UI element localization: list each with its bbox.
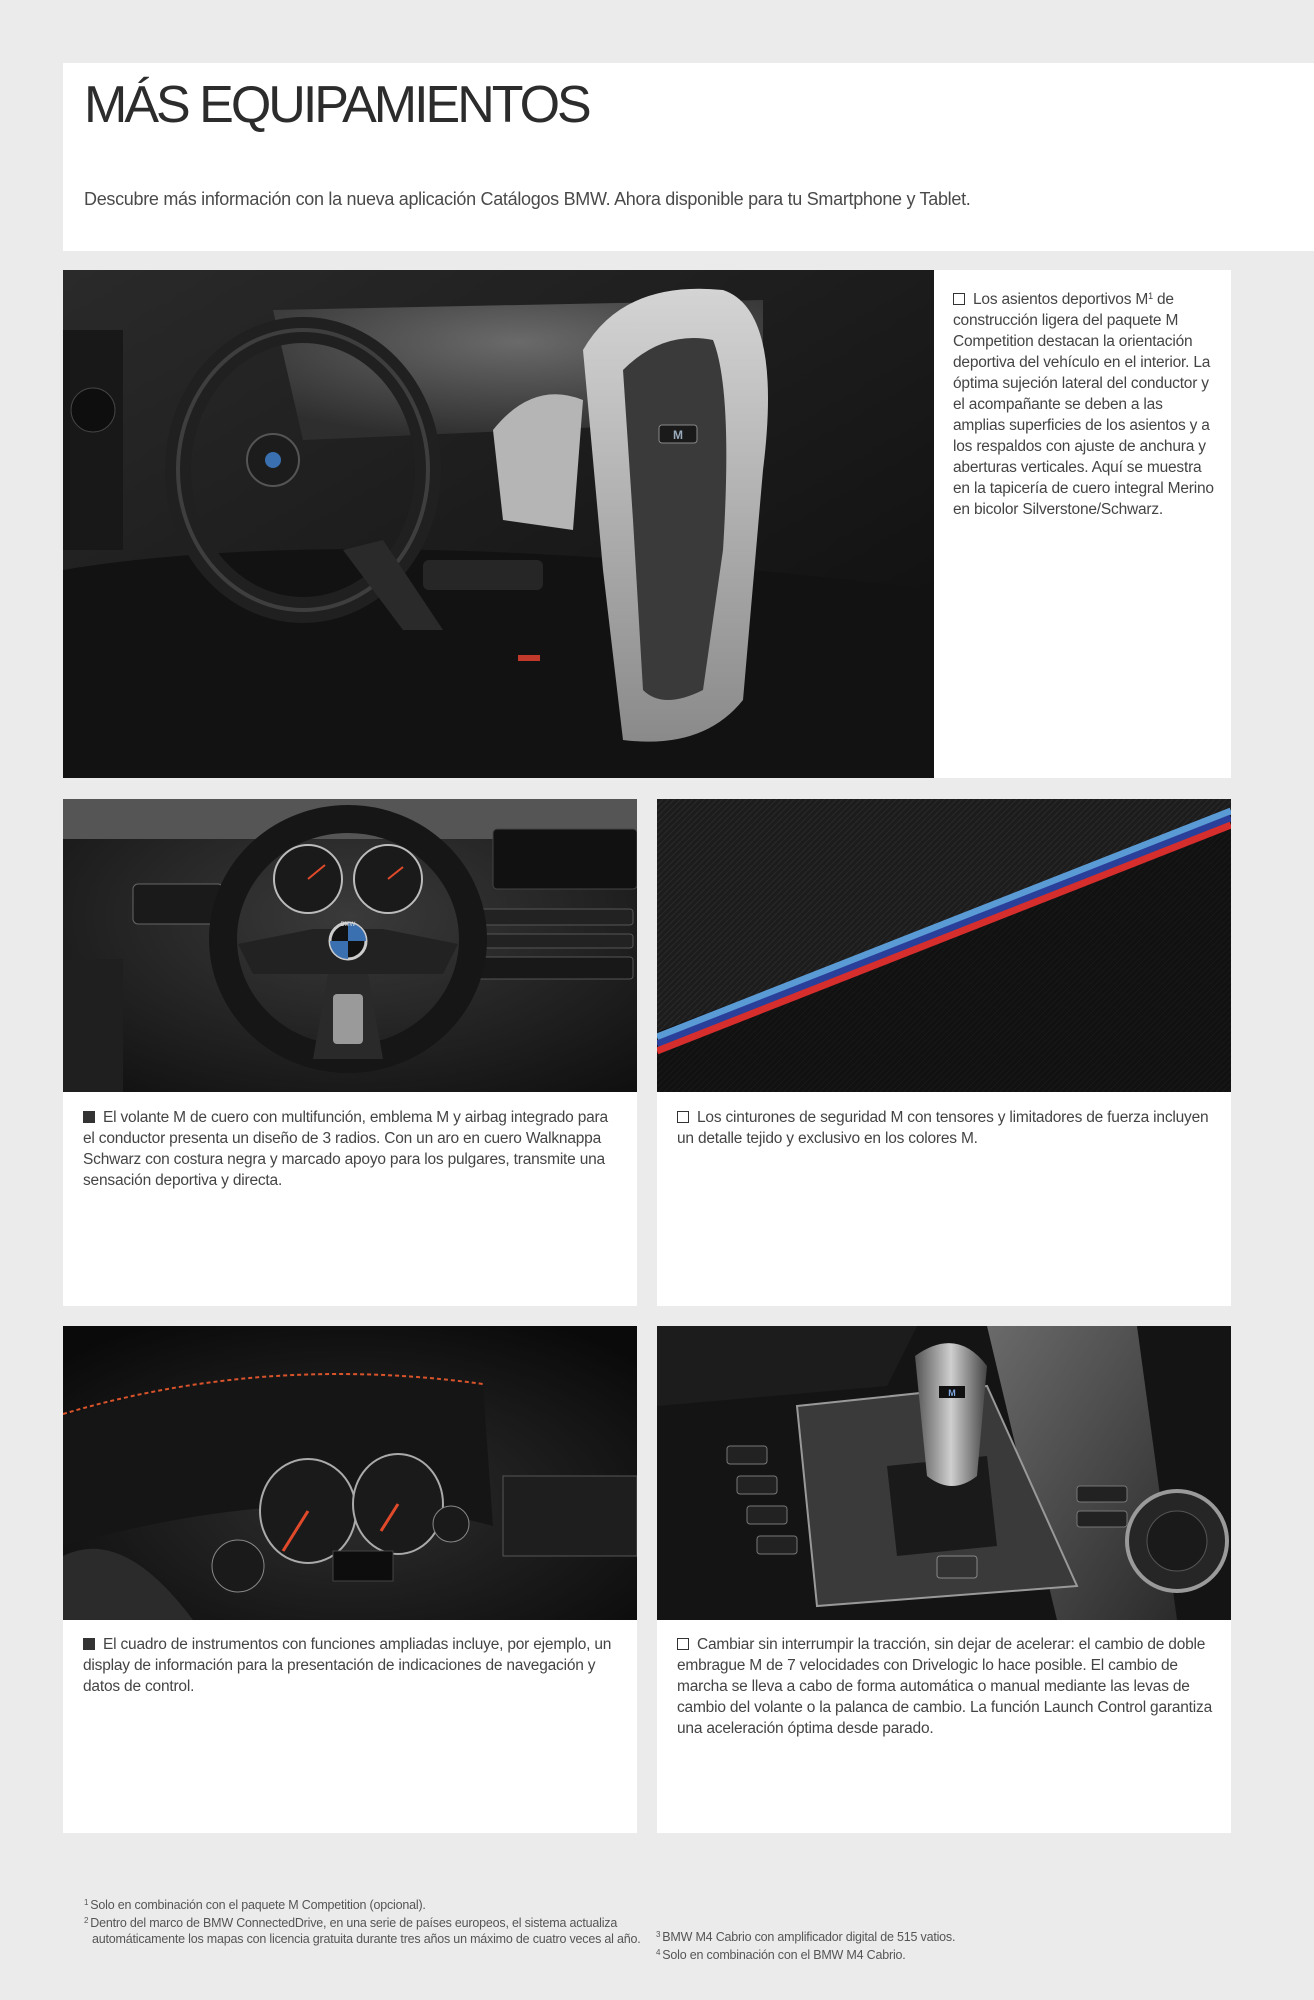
feature-card-seatbelts <box>657 799 1231 1306</box>
feature-card-seats <box>63 270 1231 778</box>
steering-wheel-photo <box>63 799 637 1092</box>
shift-m-label: M <box>948 1388 956 1398</box>
seats-caption: Los asientos deportivos $M^1$ de construcción ligera del paquete M Competition destacan la orientación deportiva del vehículo en el interior. La óptima sujeción lateral del conductor y el acompañante se deben a las amplias superficies de los asientos y a los respaldos con ajuste de anchura y aberturas verticales. Aquí se muestra en la tapicería de cuero integral Merino en bicolor Silverstone/Schwarz. <box>953 291 1214 518</box>
page-title: MÁS EQUIPAMIENTOS <box>84 76 589 134</box>
instrument-cluster-photo <box>63 1326 637 1620</box>
seatbelts-photo <box>657 799 1231 1092</box>
footnotes-left <box>84 1895 644 1947</box>
gear-shift-caption: Cambiar sin interrumpir la tracción, sin dejar de acelerar: el cambio de doble embrague M de 7 velocidades con Drivelogic lo hace posible. El cambio de marcha se lleva a cabo de forma automática o manual mediante las levas de cambio del volante o la palanca de cambio. La función Launch Control garantiza una aceleración óptima desde parado. <box>677 1636 1213 1737</box>
filled-square-icon <box>83 1111 95 1123</box>
intro-text: Descubre más información con la nueva aplicación Catálogos BMW. Ahora disponible para tu Smartphone y Tablet. <box>84 189 971 209</box>
seats-photo <box>63 270 934 778</box>
filled-square-icon <box>83 1638 95 1650</box>
feature-card-instrument-cluster <box>63 1326 637 1833</box>
seat-m-badge: M <box>673 428 683 442</box>
steering-wheel-caption: El volante M de cuero con multifunción, emblema M y airbag integrado para el conductor presenta un diseño de 3 radios. Con un aro en cuero Walknappa Schwarz con costura negra y marcado apoyo para los pulgares, transmite una sensación deportiva y directa. <box>83 1109 608 1189</box>
footnote-3: $^3$ BMW M4 Cabrio con amplificador digital de 515 vatios. <box>656 1930 956 1944</box>
steering-bmw-logo: BMW <box>340 922 356 928</box>
footnote-1: $^1$ Solo en combinación con el paquete M Competition (opcional). <box>84 1898 426 1912</box>
empty-square-icon <box>953 293 965 305</box>
page-header <box>63 63 1314 251</box>
footnote-4: $^4$ Solo en combinación con el BMW M4 Cabrio. <box>656 1948 906 1962</box>
seatbelts-caption: Los cinturones de seguridad M con tensores y limitadores de fuerza incluyen un detalle tejido y exclusivo en los colores M. <box>677 1109 1209 1147</box>
feature-card-steering-wheel <box>63 799 637 1306</box>
footnote-2: $^2$ Dentro del marco de BMW ConnectedDrive, en una serie de países europeos, el sistema actualiza automáticamente los mapas con licencia gratuita durante tres años un máximo de cuatro veces al año. <box>84 1916 641 1946</box>
footnotes-right <box>656 1927 1156 1963</box>
empty-square-icon <box>677 1638 689 1650</box>
empty-square-icon <box>677 1111 689 1123</box>
instrument-cluster-caption: El cuadro de instrumentos con funciones ampliadas incluye, por ejemplo, un display de información para la presentación de indicaciones de navegación y datos de control. <box>83 1636 612 1695</box>
feature-card-gear-shift <box>657 1326 1231 1833</box>
gear-shift-photo <box>657 1326 1231 1620</box>
